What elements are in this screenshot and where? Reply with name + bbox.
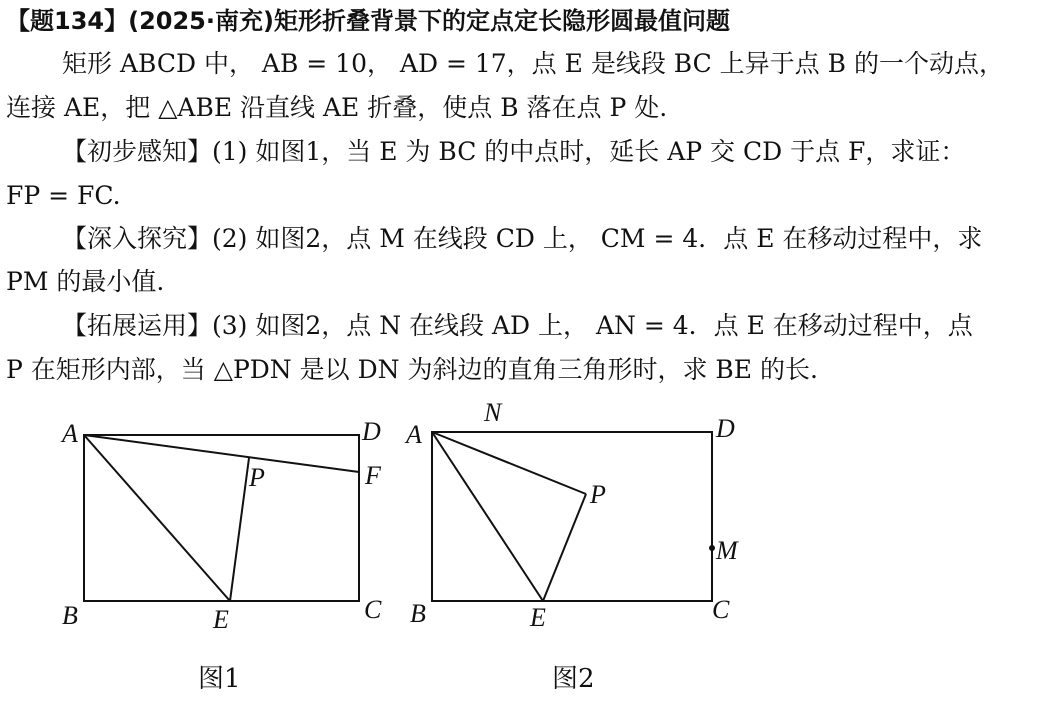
fig2-label-n: N <box>484 398 502 427</box>
figure-2 <box>432 432 712 601</box>
part1-line-2: FP = FC. <box>6 181 121 210</box>
figure-1 <box>84 435 359 601</box>
fig2-label-a: A <box>406 420 422 449</box>
fig2-segment-ae <box>432 432 543 601</box>
fig1-label-b: B <box>62 601 78 630</box>
fig2-label-b: B <box>410 599 426 628</box>
fig1-segment-pe <box>230 458 249 601</box>
fig1-segment-ae <box>84 435 230 601</box>
fig2-label-d: D <box>716 414 735 443</box>
problem-topic: 矩形折叠背景下的定点定长隐形圆最值问题 <box>273 7 730 35</box>
part2-line-2: PM 的最小值. <box>6 267 165 296</box>
fig2-label-m: M <box>716 536 738 565</box>
problem-statement-line-1: 矩形 ABCD 中， AB = 10， AD = 17，点 E 是线段 BC 上异于点 B 的一个动点， <box>62 49 1004 78</box>
part3-line-1: 【拓展运用】(3) 如图2，点 N 在线段 AD 上， AN = 4．点 E 在移动过程中，点 <box>62 311 973 340</box>
part1-line-1: 【初步感知】(1) 如图1，当 E 为 BC 的中点时，延长 AP 交 CD 于点 F，求证： <box>62 137 966 166</box>
fig1-label-p: P <box>249 463 265 492</box>
fig1-label-e: E <box>213 605 229 634</box>
fig2-label-p: P <box>590 480 606 509</box>
fig1-label-a: A <box>62 419 78 448</box>
problem-source: (2025·南充) <box>128 7 274 35</box>
fig1-segment-af <box>84 435 359 472</box>
figure-1-caption: 图1 <box>198 664 241 694</box>
fig2-label-e: E <box>530 603 546 632</box>
part3-line-2: P 在矩形内部，当 △PDN 是以 DN 为斜边的直角三角形时，求 BE 的长. <box>6 355 818 384</box>
fig2-point-m <box>709 545 715 551</box>
figure-2-caption: 图2 <box>552 664 595 694</box>
fig2-segment-ap <box>432 432 586 494</box>
fig2-label-c: C <box>712 595 730 624</box>
fig2-segment-pe <box>543 494 586 601</box>
fig1-label-f: F <box>365 461 381 490</box>
fig1-rectangle-abcd <box>84 435 359 601</box>
problem-tag: 【题134】 <box>6 7 129 35</box>
part2-line-1: 【深入探究】(2) 如图2，点 M 在线段 CD 上， CM = 4．点 E 在移动过程中，求 <box>62 224 983 253</box>
problem-statement-line-2: 连接 AE，把 △ABE 沿直线 AE 折叠，使点 B 落在点 P 处. <box>6 93 668 122</box>
fig2-rectangle-abcd <box>432 432 712 601</box>
fig1-label-c: C <box>364 595 382 624</box>
fig1-label-d: D <box>362 417 381 446</box>
